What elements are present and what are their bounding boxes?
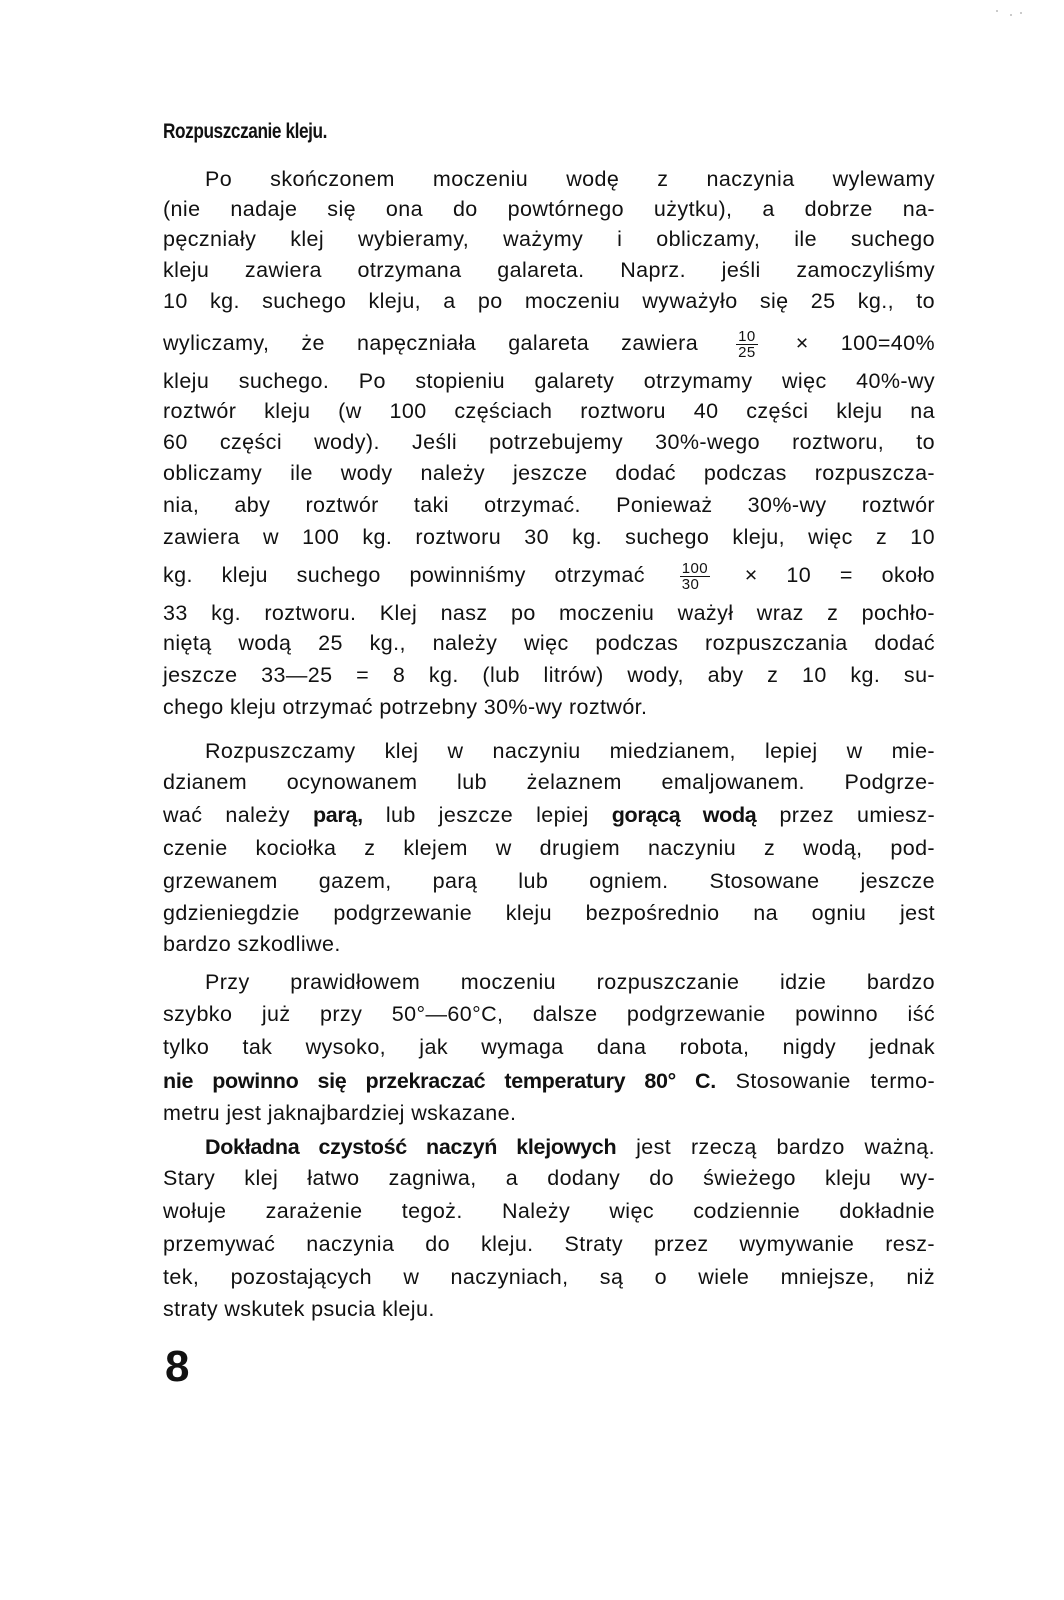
fraction-denominator: 25 — [738, 343, 756, 361]
text-line-with-emphasis — [163, 800, 935, 830]
emphasis-text: Dokładna czystość naczyń klejowych — [205, 1135, 617, 1159]
scan-speck — [996, 10, 998, 12]
text-line: szybko już przy 50°—60°C, dalsze podgrzewanie powinno iść — [163, 1002, 935, 1026]
text-line: obliczamy ile wody należy jeszcze dodać podczas rozpuszcza- — [163, 461, 935, 485]
text-line: gdzieniegdzie podgrzewanie kleju bezpośrednio na ogniu jest — [163, 901, 935, 925]
text-line: chego kleju otrzymać potrzebny 30%-wy roztwór. — [163, 695, 648, 719]
text-segment: wać należy — [163, 803, 290, 827]
text-line-with-emphasis — [163, 1066, 935, 1096]
text-segment: kg. kleju suchego powinniśmy otrzymać — [163, 563, 645, 587]
text-segment: wyliczamy, że napęczniała galareta zawiera — [163, 331, 699, 355]
emphasis-text: gorącą wodą — [611, 803, 757, 827]
text-segment: jest rzeczą bardzo ważną. — [636, 1135, 936, 1159]
text-line: tek, pozostających w naczyniach, są o wiele mniejsze, niż — [163, 1265, 935, 1289]
text-line: Rozpuszczamy klej w naczyniu miedzianem, lepiej w mie- — [205, 739, 935, 763]
text-line: dzianem ocynowanem lub żelaznem emaljowanem. Podgrze- — [163, 770, 935, 794]
fraction — [680, 561, 710, 592]
text-segment: Stosowanie termo- — [735, 1069, 936, 1093]
text-line: Po skończonem moczeniu wodę z naczynia wylewamy — [205, 167, 935, 191]
fraction — [736, 329, 758, 360]
text-line: niętą wodą 25 kg., należy więc podczas rozpuszczania dodać — [163, 631, 935, 655]
text-line: roztwór kleju (w 100 częściach roztworu 40 części kleju na — [163, 399, 935, 423]
text-line: Przy prawidłowem moczeniu rozpuszczanie idzie bardzo — [205, 970, 935, 994]
emphasis-text: nie powinno się przekraczać temperatury 80° C. — [163, 1069, 716, 1093]
text-line: czenie kociołka z klejem w drugiem naczyniu z wodą, pod- — [163, 836, 935, 860]
text-line: grzewanem gazem, parą lub ogniem. Stosowane jeszcze — [163, 869, 935, 893]
text-line: kleju suchego. Po stopieniu galarety otrzymamy więc 40%-wy — [163, 369, 935, 393]
text-line: zawiera w 100 kg. roztworu 30 kg. suchego kleju, więc z 10 — [163, 525, 935, 549]
emphasis-text: parą, — [312, 803, 363, 827]
text-line: kleju zawiera otrzymana galareta. Naprz. jeśli zamoczyliśmy — [163, 258, 935, 282]
text-line-with-fraction — [163, 328, 935, 360]
scan-speck — [1020, 12, 1022, 14]
text-line: metru jest jaknajbardziej wskazane. — [163, 1101, 517, 1125]
text-line: wołuje zarażenie tegoż. Należy więc codziennie dokładnie — [163, 1199, 935, 1223]
page-number: 8 — [165, 1342, 190, 1391]
fraction-numerator: 10 — [738, 327, 756, 345]
text-segment: × 100=40% — [795, 331, 936, 355]
fraction-denominator: 30 — [681, 575, 700, 593]
text-segment: × 10 = około — [744, 563, 936, 587]
text-line: 10 kg. suchego kleju, a po moczeniu wyważyło się 25 kg., to — [163, 289, 935, 313]
text-line: bardzo szkodliwe. — [163, 932, 341, 956]
text-segment: przez umiesz- — [779, 803, 936, 827]
text-line: tylko tak wysoko, jak wymaga dana robota, nigdy jednak — [163, 1035, 935, 1059]
text-line-with-fraction — [163, 560, 935, 592]
text-line: przemywać naczynia do kleju. Straty przez wymywanie resz- — [163, 1232, 935, 1256]
text-segment: lub jeszcze lepiej — [385, 803, 589, 827]
scan-noise — [994, 8, 1024, 18]
text-line-with-emphasis — [205, 1132, 935, 1162]
text-line: 60 części wody). Jeśli potrzebujemy 30%-wego roztworu, to — [163, 430, 935, 454]
fraction-numerator: 100 — [681, 559, 708, 577]
text-line: nia, aby roztwór taki otrzymać. Ponieważ 30%-wy roztwór — [163, 493, 935, 517]
text-line: Stary klej łatwo zagniwa, a dodany do świeżego kleju wy- — [163, 1166, 935, 1190]
text-line: (nie nadaje się ona do powtórnego użytku), a dobrze na- — [163, 197, 935, 221]
scan-speck — [1010, 14, 1012, 16]
text-line: pęczniały klej wybieramy, ważymy i obliczamy, ile suchego — [163, 227, 935, 251]
text-line: straty wskutek psucia kleju. — [163, 1297, 435, 1321]
section-heading: Rozpuszczanie kleju. — [163, 120, 328, 143]
text-line: jeszcze 33—25 = 8 kg. (lub litrów) wody, aby z 10 kg. su- — [163, 663, 935, 687]
text-line: 33 kg. roztworu. Klej nasz po moczeniu ważył wraz z pochło- — [163, 601, 935, 625]
